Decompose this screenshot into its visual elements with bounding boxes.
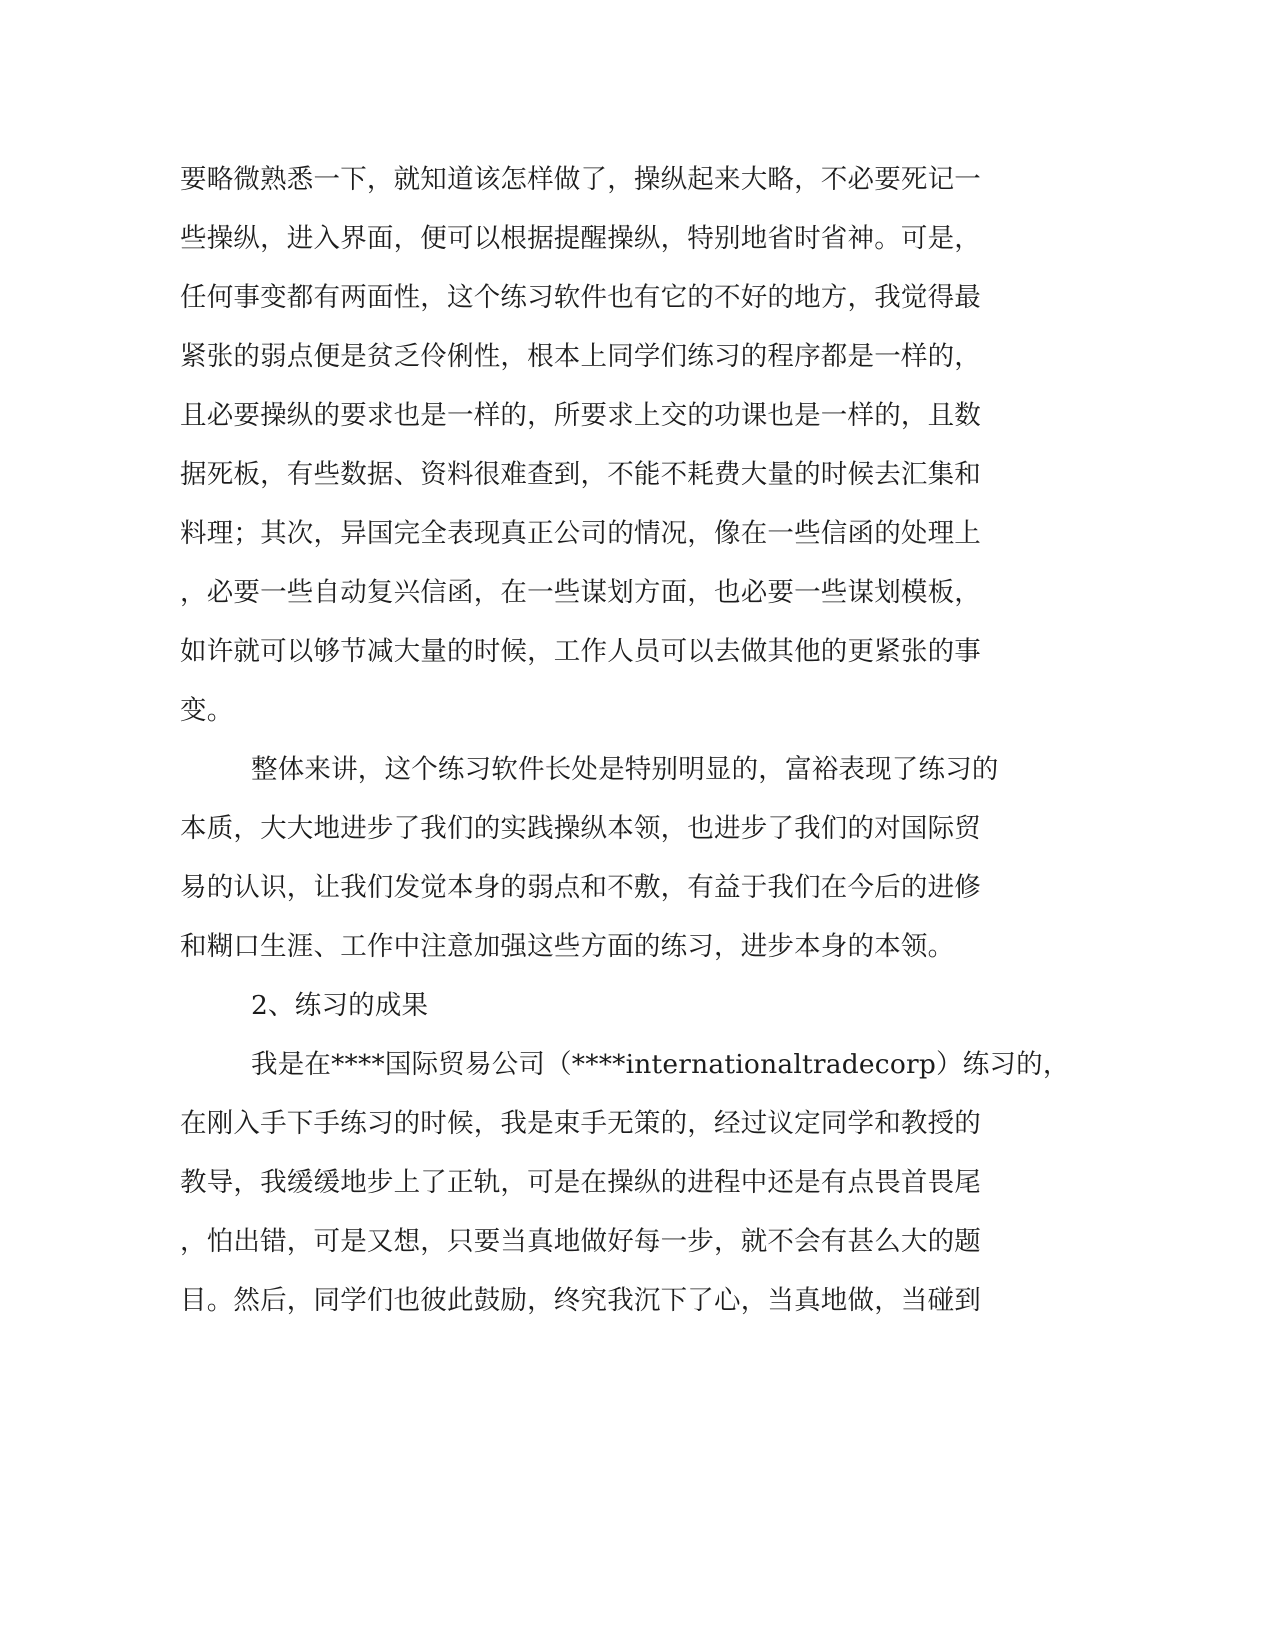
text-line: 任何事变都有两面性，这个练习软件也有它的不好的地方，我觉得最 <box>180 282 981 313</box>
text-line: 据死板，有些数据、资料很难查到，不能不耗费大量的时候去汇集和 <box>180 459 981 490</box>
text-line: 如许就可以够节减大量的时候，工作人员可以去做其他的更紧张的事 <box>180 636 981 667</box>
text-line: 易的认识，让我们发觉本身的弱点和不敷，有益于我们在今后的进修 <box>180 872 981 903</box>
text-line: 和糊口生涯、工作中注意加强这些方面的练习，进步本身的本领。 <box>180 931 955 962</box>
text-line: 紧张的弱点便是贫乏伶俐性，根本上同学们练习的程序都是一样的， <box>180 341 981 372</box>
paragraph-first-line: 我是在****国际贸易公司（****internationaltradecorp）练习的， <box>251 1049 1070 1080</box>
text-line: 在刚入手下手练习的时候，我是束手无策的，经过议定同学和教授的 <box>180 1108 981 1139</box>
text-line: 目。然后，同学们也彼此鼓励，终究我沉下了心，当真地做，当碰到 <box>180 1285 981 1316</box>
text-line: 变。 <box>180 695 234 726</box>
text-line: 教导，我缓缓地步上了正轨，可是在操纵的进程中还是有点畏首畏尾 <box>180 1167 981 1198</box>
section-heading: 2、练习的成果 <box>251 990 429 1021</box>
text-line: 要略微熟悉一下，就知道该怎样做了，操纵起来大略，不必要死记一 <box>180 164 981 195</box>
text-line: ，必要一些自动复兴信函，在一些谋划方面，也必要一些谋划模板， <box>180 577 981 608</box>
text-line: 料理；其次，异国完全表现真正公司的情况，像在一些信函的处理上 <box>180 518 981 549</box>
text-line: 本质，大大地进步了我们的实践操纵本领，也进步了我们的对国际贸 <box>180 813 981 844</box>
paragraph-first-line: 整体来讲，这个练习软件长处是特别明显的，富裕表现了练习的 <box>251 754 999 785</box>
text-line: 且必要操纵的要求也是一样的，所要求上交的功课也是一样的，且数 <box>180 400 981 431</box>
text-line: ，怕出错，可是又想，只要当真地做好每一步，就不会有甚么大的题 <box>180 1226 981 1257</box>
text-line: 些操纵，进入界面，便可以根据提醒操纵，特别地省时省神。可是， <box>180 223 981 254</box>
